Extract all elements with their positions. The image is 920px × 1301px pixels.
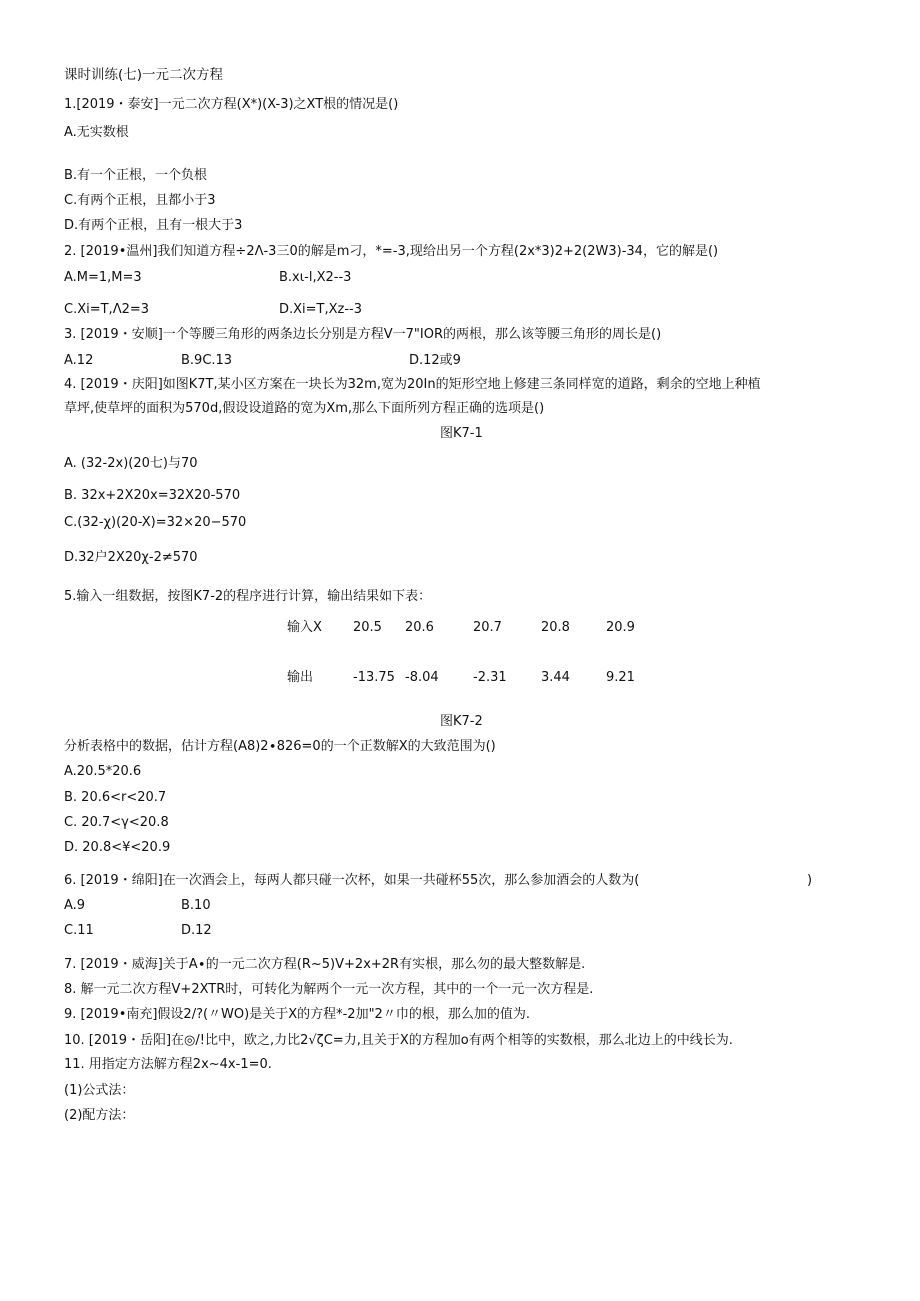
page-title: 课时训练(七)一元二次方程 [64,67,224,83]
table-output-value: -8.04 [405,670,439,685]
question-11-stem: 11. 用指定方法解方程2x~4x-1=0. [64,1057,272,1072]
question-4-option-d: D.32户2X20χ-2≠570 [64,550,198,565]
table-output-value: 3.44 [541,670,570,685]
question-6-option-c: C.11 [64,923,94,938]
question-4-option-a: A. (32-2x)(20七)与70 [64,456,198,471]
question-1-option-b: B.有一个正根，一个负根 [64,168,208,183]
question-2-option-a: A.M=1,M=3 [64,270,142,285]
question-6-stem: 6. [2019・绵阳]在一次酒会上，每两人都只碰一次杯，如果一共碰杯55次，那么参加酒会的人数为( [64,873,640,888]
question-2-option-b: B.xι-l,X2--3 [279,270,352,285]
question-6-option-b: B.10 [181,898,211,913]
question-6-option-a: A.9 [64,898,86,913]
question-3-stem: 3. [2019・安顺]一个等腰三角形的两条边长分别是方程V一7"IOR的两根，那么该等腰三角形的周长是() [64,327,662,342]
question-11-part-2: (2)配方法： [64,1108,135,1123]
question-1-stem: 1.[2019・泰安]一元二次方程(X*)(X-3)之XT根的情况是() [64,97,399,112]
figure-caption-k7-1: 图K7-1 [440,426,483,441]
question-3-option-d: D.12或9 [409,353,461,368]
table-output-value: -2.31 [473,670,507,685]
question-2-stem: 2. [2019•温州]我们知道方程÷2Λ-3三0的解是m刁，*=-3,现给出另一个方程(2x*3)2+2(2W3)-34，它的解是() [64,244,719,259]
table-output-value: 9.21 [606,670,635,685]
table-input-value: 20.7 [473,620,502,635]
question-3-option-a: A.12 [64,353,94,368]
table-input-value: 20.8 [541,620,570,635]
question-5-option-a: A.20.5*20.6 [64,764,142,779]
table-input-value: 20.9 [606,620,635,635]
figure-caption-k7-2: 图K7-2 [440,714,483,729]
question-11-part-1: (1)公式法： [64,1083,135,1098]
table-input-label: 输入X [287,620,322,635]
question-6-option-d: D.12 [181,923,212,938]
table-output-label: 输出 [287,670,314,685]
question-4-option-b: B. 32x+2X20x=32X20-570 [64,488,241,503]
table-input-value: 20.6 [405,620,434,635]
question-5-stem: 5.输入一组数据，按图K7-2的程序进行计算，输出结果如下表： [64,589,432,604]
question-2-option-c: C.Xi=T,Λ2=3 [64,302,150,317]
question-2-option-d: D.Xi=T,Xz--3 [279,302,363,317]
question-1-option-d: D.有两个正根，且有一根大于3 [64,218,243,233]
question-4-stem-line-1: 4. [2019・庆阳]如图K7T,某小区方案在一块长为32m,宽为20In的矩形空地上修建三条同样宽的道路，剩余的空地上种植 [64,377,761,392]
question-5-option-c: C. 20.7<γ<20.8 [64,815,169,830]
question-10: 10. [2019・岳阳]在◎/!比中，欧之,力比2√ζC=力,且关于X的方程加o有两个相等的实数根，那么北边上的中线长为. [64,1033,733,1048]
question-8: 8. 解一元二次方程V+2XTR时，可转化为解两个一元一次方程，其中的一个一元一次方程是. [64,982,594,997]
question-4-option-c: C.(32-χ)(20-X)=32×20−570 [64,515,247,530]
table-input-value: 20.5 [353,620,382,635]
question-5-option-d: D. 20.8<¥<20.9 [64,840,171,855]
question-3-option-bc: B.9C.13 [181,353,233,368]
question-5-option-b: B. 20.6<r<20.7 [64,790,167,805]
question-1-option-c: C.有两个正根，且都小于3 [64,193,216,208]
table-output-value: -13.75 [353,670,395,685]
question-7: 7. [2019・威海]关于A∙的一元二次方程(R~5)V+2x+2R有实根，那么勿的最大整数解是. [64,957,586,972]
question-9: 9. [2019•南充]假设2/?(〃WO)是关于X的方程*-2加"2〃巾的根，那么加的值为. [64,1007,530,1022]
question-1-option-a: A.无实数根 [64,125,129,140]
question-4-stem-line-2: 草坪,使草坪的面积为570d,假设设道路的宽为Xm,那么下面所列方程正确的选项是() [64,401,545,416]
question-6-close-paren: ) [807,873,813,888]
question-5-stem-2: 分析表格中的数据，估计方程(A8)2∙826=0的一个正数解X的大致范围为() [64,739,496,754]
